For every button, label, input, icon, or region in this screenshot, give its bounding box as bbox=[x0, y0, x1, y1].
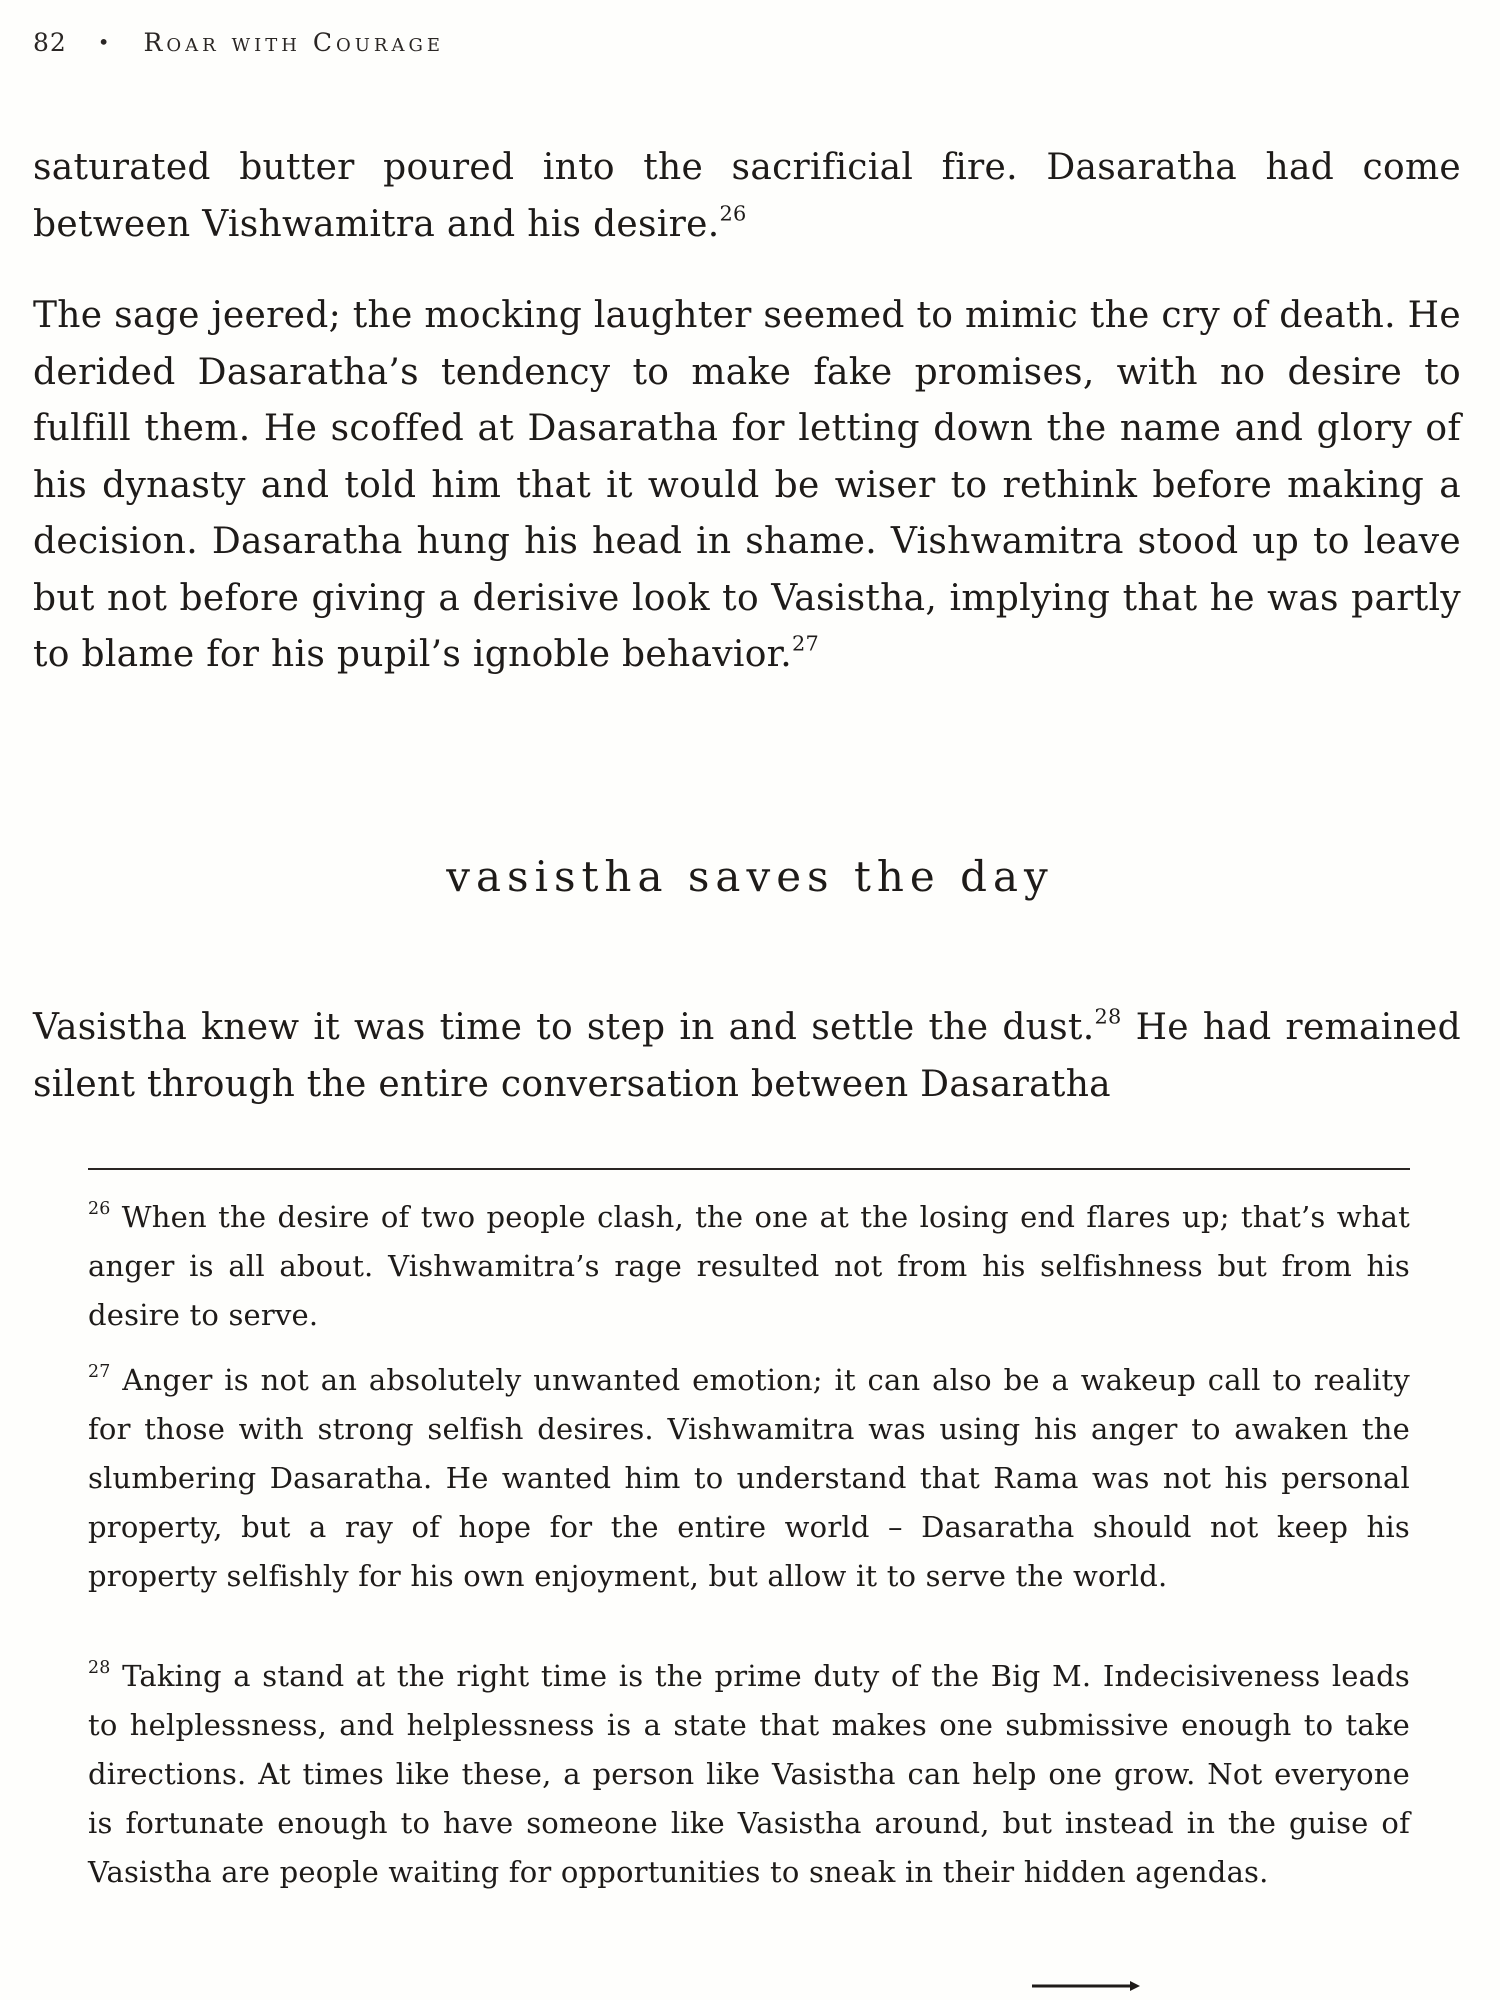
footnote-divider bbox=[88, 1168, 1410, 1170]
paragraph-2 bbox=[33, 288, 1461, 684]
page-number: 82 bbox=[33, 28, 67, 57]
paragraph-3-text-end: He had remained silent through the entire conversation between Dasaratha bbox=[33, 1007, 1461, 1105]
footnote-ref-27: 27 bbox=[791, 631, 820, 656]
footnote-ref-28: 28 bbox=[1094, 1004, 1122, 1029]
footnote-text: Taking a stand at the right time is the prime duty of the Big M. Indecisiveness leads to helplessness, and helplessness is a state that makes one submissive enough to take directions. At times like these, a person like Vasistha can help one grow. Not everyone is fortunate enough to have someone like Vasistha around, but instead in the guise of Vasistha are people waiting for opportunities to sneak in their hidden agendas. bbox=[88, 1659, 1410, 1889]
footnote-number: 28 bbox=[88, 1657, 111, 1678]
paragraph-1 bbox=[33, 140, 1461, 253]
footnote-number: 27 bbox=[88, 1361, 111, 1382]
footnote-text: Anger is not an absolutely unwanted emotion; it can also be a wakeup call to reality for those with strong selfish desires. Vishwamitra was using his anger to awaken the slumbering Dasaratha. He wanted him to understand that Rama was not his personal property, but a ray of hope for the entire world – Dasaratha should not keep his property selfishly for his own enjoyment, but allow it to serve the world. bbox=[88, 1363, 1410, 1593]
header-separator: • bbox=[97, 30, 113, 54]
paragraph-1-text: saturated butter poured into the sacrificial fire. Dasaratha had come between Vishwamitra and his desire. bbox=[33, 147, 1461, 245]
footnote-28 bbox=[88, 1652, 1410, 1897]
paragraph-3-text-start: Vasistha knew it was time to step in and settle the dust. bbox=[33, 1007, 1095, 1048]
footnote-number: 26 bbox=[88, 1198, 111, 1219]
running-header bbox=[33, 28, 444, 57]
arrow-right-icon bbox=[1030, 1978, 1140, 1994]
paragraph-3 bbox=[33, 1000, 1461, 1113]
paragraph-2-text: The sage jeered; the mocking laughter seemed to mimic the cry of death. He derided Dasaratha’s tendency to make fake promises, with no desire to fulfill them. He scoffed at Dasaratha for letting down the name and glory of his dynasty and told him that it would be wiser to rethink before making a decision. Dasaratha hung his head in shame. Vishwamitra stood up to leave but not before giving a derisive look to Vasistha, implying that he was partly to blame for his pupil’s ignoble behavior. bbox=[33, 295, 1461, 675]
running-title: Roar with Courage bbox=[143, 28, 444, 57]
footnote-text: When the desire of two people clash, the one at the losing end flares up; that’s what anger is all about. Vishwamitra’s rage resulted not from his selfishness but from his desire to serve. bbox=[88, 1200, 1410, 1332]
footnote-27 bbox=[88, 1356, 1410, 1601]
footnote-ref-26: 26 bbox=[719, 200, 747, 225]
section-heading: vasistha saves the day bbox=[446, 852, 1054, 901]
footnote-26 bbox=[88, 1193, 1410, 1340]
